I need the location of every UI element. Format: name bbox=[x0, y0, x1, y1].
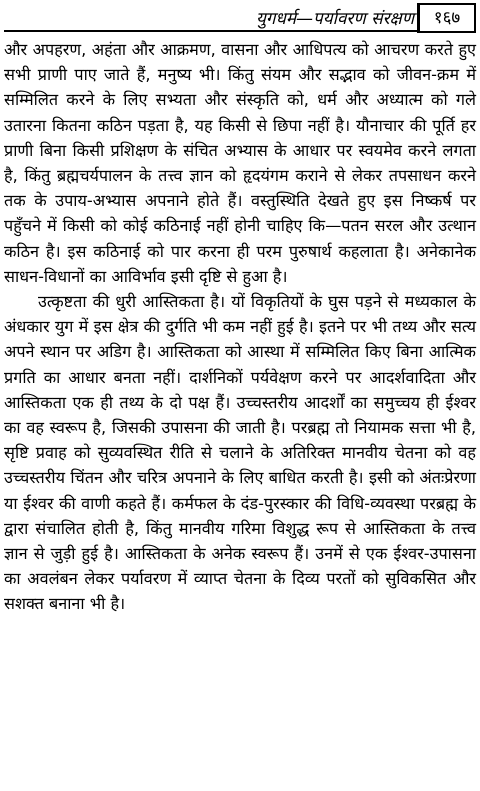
page-body bbox=[4, 37, 476, 617]
paragraph-1: और अपहरण, अहंता और आक्रमण, वासना और आधिपत्य को आचरण करते हुए सभी प्राणी पाए जाते हैं, मनुष्य भी। किंतु संयम और सद्भाव को जीवन-क्रम में सम्मिलित करने के लिए सभ्यता और संस्कृति को, धर्म और अध्यात्म को गले उतारना कितना कठिन पड़ता है, यह किसी से छिपा नहीं है। यौनाचार की पूर्ति हर प्राणी बिना किसी प्रशिक्षण के संचित अभ्यास के आधार पर स्वयमेव करने लगता है, किंतु ब्रह्मचर्यपालन के तत्त्व ज्ञान को हृदयंगम कराने से लेकर तपसाधन करने तक के उपाय-अभ्यास अपनाने होते हैं। वस्तुस्थिति देखते हुए इस निष्कर्ष पर पहुँचने में किसी को कोई कठिनाई नहीं होनी चाहिए कि—पतन सरल और उत्थान कठिन है। इस कठिनाई को पार करना ही परम पुरुषार्थ कहलाता है। अनेकानेक साधन-विधानों का आविर्भाव इसी दृष्टि से हुआ है। bbox=[4, 40, 476, 286]
header-rule bbox=[4, 30, 418, 32]
running-title: युगधर्म—पर्यावरण संरक्षण bbox=[256, 9, 414, 29]
page-header bbox=[0, 0, 480, 36]
paragraph-2: उत्कृष्टता की धुरी आस्तिकता है। यों विकृतियों के घुस पड़ने से मध्यकाल के अंधकार युग में इस क्षेत्र की दुर्गति भी कम नहीं हुई है। इतने पर भी तथ्य और सत्य अपने स्थान पर अडिग है। आस्तिकता को आस्था में सम्मिलित किए बिना आत्मिक प्रगति का आधार बनता नहीं। दार्शनिकों पर्यवेक्षण करने पर आदर्शवादिता और आस्तिकता एक ही तथ्य के दो पक्ष हैं। उच्चस्तरीय आदर्शों का समुच्चय ही ईश्वर का वह स्वरूप है, जिसकी उपासना की जाती है। परब्रह्म तो नियामक सत्ता भी है, सृष्टि प्रवाह को सुव्यवस्थित रीति से चलाने के अतिरिक्त मानवीय चेतना को वह उच्चस्तरीय चिंतन और चरित्र अपनाने के लिए बाधित करती है। इसी को अंतःप्रेरणा या ईश्वर की वाणी कहते हैं। कर्मफल के दंड-पुरस्कार की विधि-व्यवस्था परब्रह्म के द्वारा संचालित होती है, किंतु मानवीय गरिमा विशुद्ध रूप से आस्तिकता के तत्त्व ज्ञान से जुड़ी हुई है। आस्तिकता के अनेक स्वरूप हैं। उनमें से एक ईश्वर-उपासना का अवलंबन लेकर पर्यावरण में व्याप्त चेतना के दिव्य परतों को सुविकसित और सशक्त बनाना भी है। bbox=[4, 292, 476, 614]
page-number-box: १६७ bbox=[417, 3, 476, 33]
